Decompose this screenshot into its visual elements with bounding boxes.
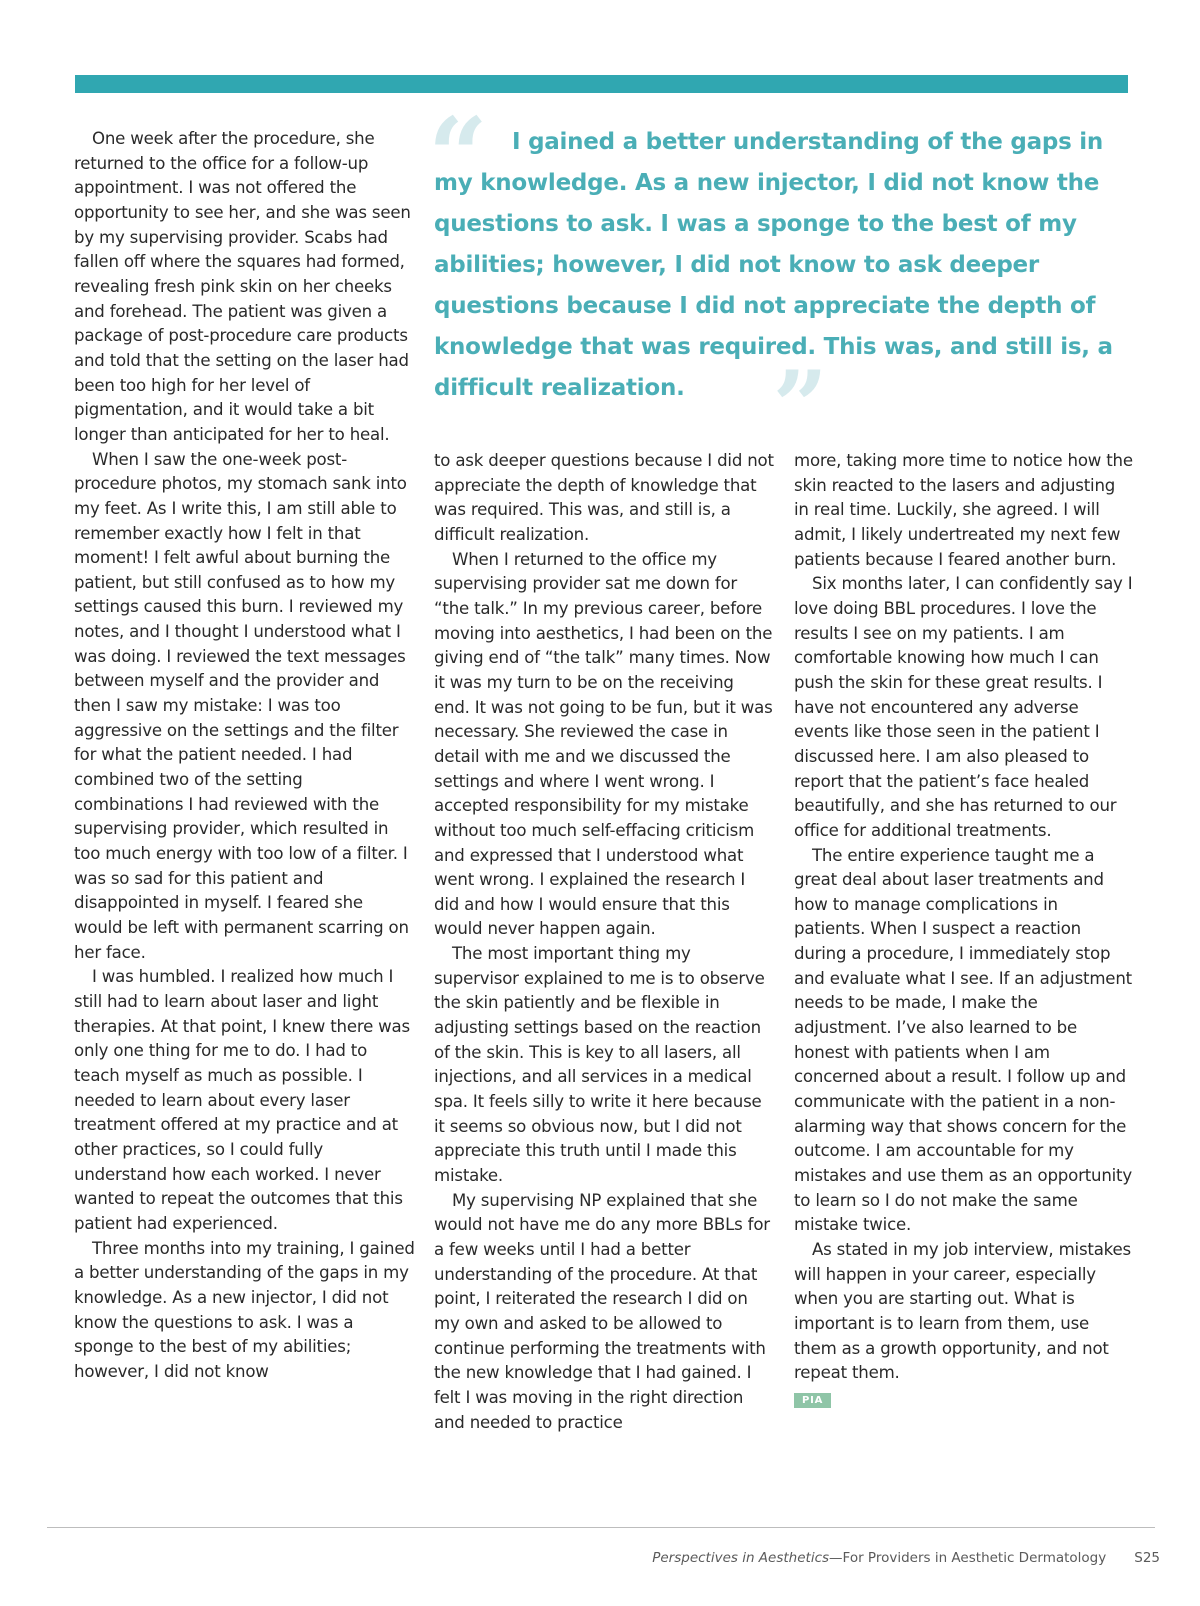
paragraph: When I returned to the office my supervising provider sat me down for “the talk.” In my previous career, before moving into aesthetics, I had been on the giving end of “the talk” many times. Now it was my turn to be on the receiving end. It was not going to be fun, but it was necessary. She reviewed the case in detail with me and we discussed the settings and where I went wrong. I accepted responsibility for my mistake without too much self-effacing criticism and expressed that I understood what went wrong. I explained the research I did and how I would ensure that this would never happen again. — [434, 549, 773, 939]
paragraph-continuation: more, taking more time to notice how the skin reacted to the lasers and adjusting in real time. Luckily, she agreed. I will admit, I likely undertreated my next few patients because I feared another burn. — [794, 451, 1133, 569]
page-footer — [652, 1550, 1160, 1566]
paragraph: As stated in my job interview, mistakes will happen in your career, especially when you are starting out. What is important is to learn from them, use them as a growth opportunity, and not repeat them. — [794, 1240, 1131, 1383]
page-number: S25 — [1134, 1550, 1160, 1566]
paragraph: The most important thing my supervisor explained to me is to observe the skin patiently and be flexible in adjusting settings based on the reaction of the skin. This is key to all lasers, all injections, and all services in a medical spa. It feels silly to write it here because it seems so obvious now, but I did not appreciate this truth until I made this mistake. — [434, 944, 765, 1186]
body-column-3 — [794, 449, 1134, 1411]
pull-quote-text: I gained a better understanding of the gaps in my knowledge. As a new injector, I did not know the questions to ask. I was a sponge to the best of my abilities; however, I did not know to ask deeper questions because I did not appreciate the depth of knowledge that was required. This was, and still is, a difficult realization. — [434, 129, 1113, 401]
paragraph: The entire experience taught me a great deal about laser treatments and how to manage complications in patients. When I suspect a reaction during a procedure, I immediately stop and evaluate what I see. If an adjustment needs to be made, I make the adjustment. I’ve also learned to be honest with patients when I am concerned about a result. I follow up and communicate with the patient in a non-alarming way that shows concern for the outcome. I am accountable for my mistakes and use them as an opportunity to learn so I do not make the same mistake twice. — [794, 845, 1132, 1235]
paragraph: Six months later, I can confidently say I love doing BBL procedures. I love the results I see on my patients. I am comfortable knowing how much I can push the skin for these great results. I have not encountered any adverse events like those seen in the patient I discussed here. I am also pleased to report that the patient’s face healed beautifully, and she has returned to our office for additional treatments. — [794, 574, 1133, 840]
body-column-2 — [434, 449, 774, 1435]
journal-subtitle: —For Providers in Aesthetic Dermatology — [829, 1550, 1107, 1566]
paragraph: One week after the procedure, she returned to the office for a follow-up appointment. I was not offered the opportunity to see her, and she was seen by my supervising provider. Scabs had fallen off where the squares had formed, revealing fresh pink skin on her cheeks and forehead. The patient was given a package of post-procedure care products and told that the setting on the laser had been too high for her level of pigmentation, and it would take a bit longer than anticipated for her to heal. — [74, 129, 411, 444]
end-of-article-badge: PIA — [794, 1393, 831, 1408]
open-quote-mark-icon: “ — [428, 94, 476, 217]
pull-quote-text-block — [434, 122, 1134, 463]
paragraph: Three months into my training, I gained a better understanding of the gaps in my knowledge. As a new injector, I did not know the questions to ask. I was a sponge to the best of my abilities; however, I did not know — [74, 1238, 415, 1381]
paragraph: When I saw the one-week post-procedure photos, my stomach sank into my feet. As I write this, I am still able to remember exactly how I felt in that moment! I felt awful about burning the patient, but still confused as to how my settings caused this burn. I reviewed my notes, and I thought I understood what I was doing. I reviewed the text messages between myself and the provider and then I saw my mistake: I was too aggressive on the settings and the filter for what the patient needed. I had combined two of the setting combinations I had reviewed with the supervising provider, which resulted in too much energy with too low of a filter. I was so sad for this patient and disappointed in myself. I feared she would be left with permanent scarring on her face. — [74, 449, 409, 962]
pull-quote — [428, 94, 1134, 463]
paragraph: I was humbled. I realized how much I still had to learn about laser and light therapies. At that point, I knew there was only one thing for me to do. I had to teach myself as much as possible. I needed to learn about every laser treatment offered at my practice and at other practices, so I could fully understand how each worked. I never wanted to repeat the outcomes that this patient had experienced. — [74, 967, 410, 1233]
footer-divider — [47, 1527, 1155, 1528]
top-accent-bar — [75, 75, 1128, 93]
close-quote-mark-icon: ” — [772, 350, 818, 463]
body-column-1 — [74, 127, 416, 1384]
paragraph-continuation: to ask deeper questions because I did not appreciate the depth of knowledge that was required. This was, and still is, a difficult realization. — [434, 451, 774, 544]
paragraph: My supervising NP explained that she would not have me do any more BBLs for a few weeks until I had a better understanding of the procedure. At that point, I reiterated the research I did on my own and asked to be allowed to continue performing the treatments with the new knowledge that I had gained. I felt I was moving in the right direction and needed to practice — [434, 1190, 770, 1432]
journal-title: Perspectives in Aesthetics — [652, 1550, 830, 1566]
